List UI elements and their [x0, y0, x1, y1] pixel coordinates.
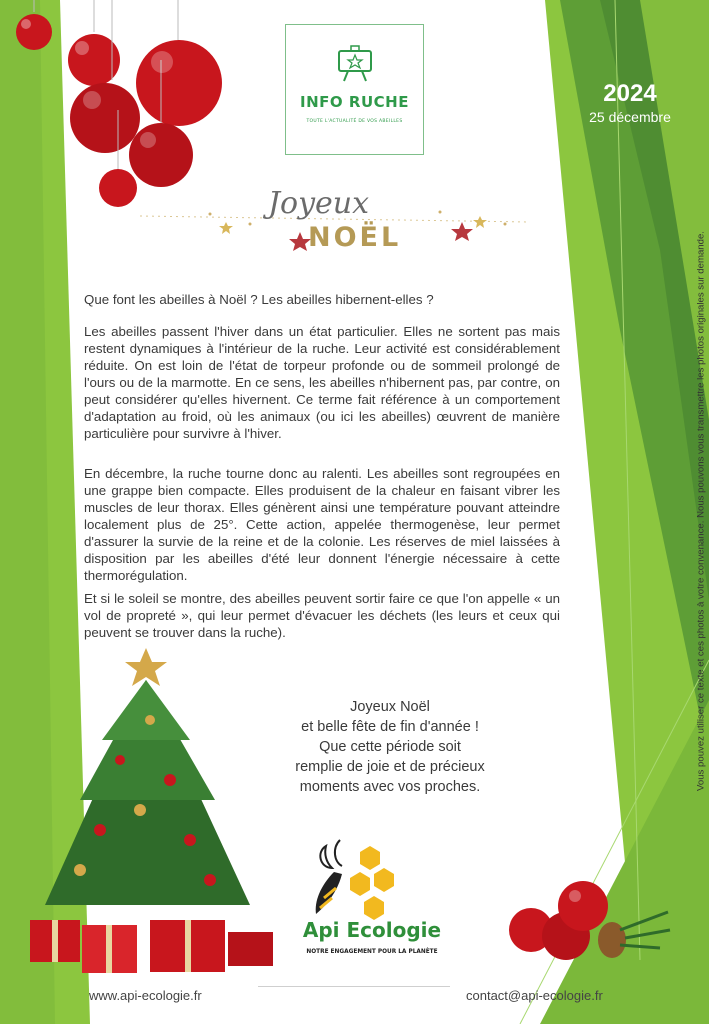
- article-paragraph: [84, 590, 560, 641]
- wish-line: et belle fête de fin d'année !: [301, 719, 479, 735]
- wish-line: moments avec vos proches.: [299, 779, 481, 795]
- holiday-wishes: [270, 697, 510, 797]
- paragraph-text: Et si le soleil se montre, des abeilles peuvent sortir faire ce que l'on appelle « un vol de propreté », qui leur permet d'évacuer les déchets (les leurs et ceux qui peuvent se trouver dans la ruche).: [84, 591, 560, 640]
- logo-title: INFO RUCHE: [300, 93, 409, 111]
- wish-line: Joyeux Noël: [350, 699, 430, 715]
- side-note-text: Vous pouvez utiliser ce texte et ces photos à votre convenance. Nous pouvons vous transmettre les photos originales sur demande.: [695, 231, 707, 791]
- wish-line: remplie de joie et de précieux: [295, 759, 485, 775]
- easel-hive-icon: [336, 45, 374, 83]
- wish-line: Que cette période soit: [319, 739, 461, 755]
- brand-tagline: NOTRE ENGAGEMENT POUR LA PLANÈTE: [306, 949, 438, 955]
- paragraph-text: En décembre, la ruche tourne donc au ralenti. Les abeilles sont regroupées en une grappe bien compacte. Elles produisent de la chaleur en faisant vibrer les muscles de leur thorax. Elles génèrent ainsi une température pouvant atteindre localement plus de 25°. Cette action, appelée thermogenèse, leur permet d'assurer la survie de la reine et de la colonie. Les réserves de miel laissées à disposition par les abeilles d'été leur donnent l'énergie nécessaire à cette thermorégulation.: [84, 466, 560, 583]
- website-link[interactable]: www.api-ecologie.fr: [89, 988, 202, 1003]
- paragraph-text: Les abeilles passent l'hiver dans un état particulier. Elles ne sortent pas mais restent dynamiques à l'intérieur de la ruche. Leur activité est considérablement réduite. On est loin de l'état de torpeur profonde ou de sommeil prolongé de l'ours ou de la marmotte. En ce sens, les abeilles n'hibernent pas, par contre, on peut considérer qu'elles hivernent. Ce terme fait référence à un comportement d'adaptation au froid, où les animaux (ou ici les abeilles) œuvrent de manière particulière pour survivre à l'hiver.: [84, 324, 560, 441]
- article-paragraph: [84, 465, 560, 584]
- info-ruche-logo: [285, 24, 424, 155]
- issue-year: 2024: [603, 80, 657, 107]
- question-text: Que font les abeilles à Noël ? Les abeilles hibernent-elles ?: [84, 292, 434, 307]
- brand-name: Api Ecologie: [302, 918, 442, 942]
- greeting-joyeux: Joyeux: [268, 186, 370, 221]
- logo-subtitle: TOUTE L'ACTUALITÉ DE VOS ABEILLES: [306, 119, 403, 124]
- footer-divider: [258, 986, 450, 987]
- greeting-noel: NOËL: [308, 222, 402, 253]
- issue-date: 25 décembre: [589, 109, 671, 125]
- article-paragraph: [84, 323, 560, 442]
- bee-honeycomb-icon: [312, 838, 402, 920]
- article-question: [84, 291, 560, 308]
- email-link[interactable]: contact@api-ecologie.fr: [466, 988, 603, 1003]
